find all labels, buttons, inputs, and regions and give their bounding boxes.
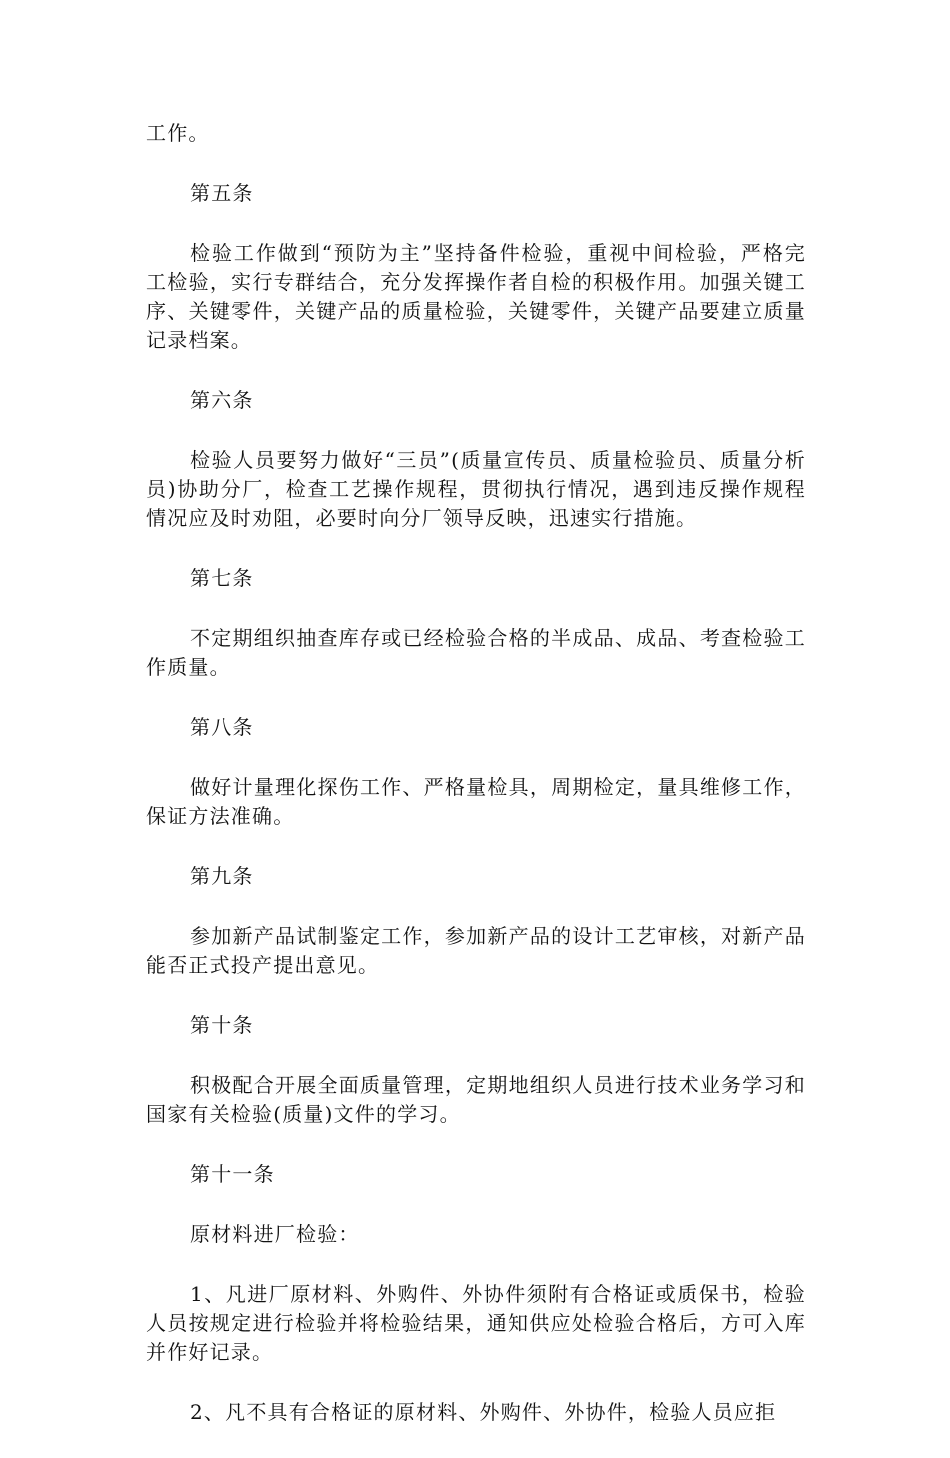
- article-11-intro: 原材料进厂检验：: [190, 1222, 360, 1246]
- document-body: [146, 119, 806, 1458]
- article-6-heading: 第六条: [190, 388, 254, 412]
- article-8-heading: 第八条: [190, 715, 254, 739]
- article-6-paragraph: 检验人员要努力做好“三员”(质量宣传员、质量检验员、质量分析员)协助分厂，检查工艺操作规程，贯彻执行情况，遇到违反操作规程情况应及时劝阻，必要时向分厂领导反映，迅速实行措施。: [146, 448, 806, 530]
- article-9-paragraph: 参加新产品试制鉴定工作，参加新产品的设计工艺审核，对新产品能否正式投产提出意见。: [146, 924, 806, 977]
- article-11-item-1: 1、凡进厂原材料、外购件、外协件须附有合格证或质保书，检验人员按规定进行检验并将检验结果，通知供应处检验合格后，方可入库并作好记录。: [146, 1282, 806, 1364]
- article-11-item-2: 2、凡不具有合格证的原材料、外购件、外协件，检验人员应拒: [190, 1400, 777, 1424]
- article-8-paragraph: 做好计量理化探伤工作、严格量检具，周期检定，量具维修工作，保证方法准确。: [146, 775, 806, 828]
- article-10-paragraph: 积极配合开展全面质量管理，定期地组织人员进行技术业务学习和国家有关检验(质量)文件的学习。: [146, 1073, 806, 1126]
- article-5-heading: 第五条: [190, 181, 254, 205]
- article-10-heading: 第十条: [190, 1013, 254, 1037]
- continuation-text: 工作。: [146, 121, 210, 145]
- article-7-paragraph: 不定期组织抽查库存或已经检验合格的半成品、成品、考查检验工作质量。: [146, 626, 806, 679]
- article-11-heading: 第十一条: [190, 1162, 275, 1186]
- article-5-paragraph: 检验工作做到“预防为主”坚持备件检验，重视中间检验，严格完工检验，实行专群结合，充分发挥操作者自检的积极作用。加强关键工序、关键零件，关键产品的质量检验，关键零件，关键产品要建立质量记录档案。: [146, 241, 806, 352]
- article-9-heading: 第九条: [190, 864, 254, 888]
- article-7-heading: 第七条: [190, 566, 254, 590]
